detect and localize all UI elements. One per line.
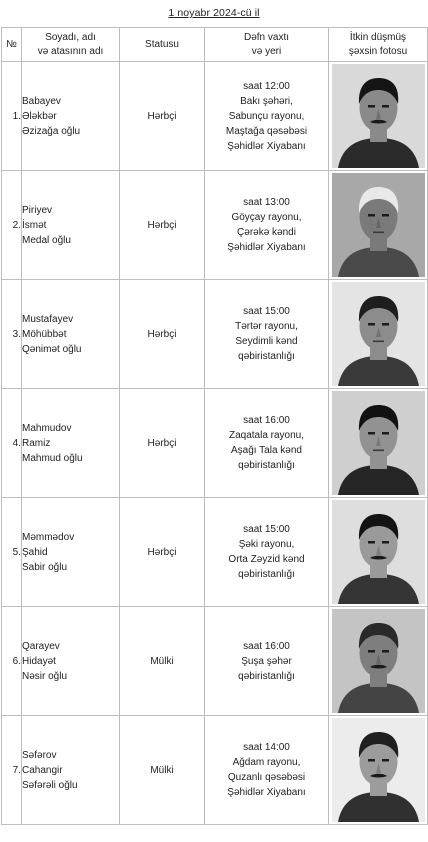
burial-place (205, 537, 328, 582)
header-burial: Dəfn vaxtı və yeri (205, 28, 329, 62)
photo-cell (329, 62, 428, 171)
photo-cell (329, 607, 428, 716)
burial-place-line: qəbiristanlığı (238, 670, 295, 682)
person-name (22, 62, 120, 171)
patronymic: Əzizağa oğlu (22, 125, 81, 137)
burial-place-line: Şəhidlər Xiyabanı (227, 242, 306, 253)
burial-place-line: Orta Zəyzid kənd (228, 554, 305, 565)
patronymic: Mahmud oğlu (22, 452, 83, 464)
burial-time: saat 16:00 (243, 640, 290, 652)
person-name (22, 716, 120, 825)
status: Hərbçi (120, 498, 205, 607)
surname: Babayev (22, 95, 61, 107)
table-row (2, 171, 428, 280)
first-name: Hidayət (22, 655, 56, 667)
burial-info (205, 498, 329, 607)
patronymic: Sabir oğlu (22, 561, 68, 573)
photo-cell (329, 280, 428, 389)
burial-place-line: Göyçay rayonu, (231, 212, 302, 223)
burial-info (205, 280, 329, 389)
table-row (2, 716, 428, 825)
table-row (2, 62, 428, 171)
header-status: Statusu (120, 28, 205, 62)
first-name: Şahid (22, 546, 48, 558)
status: Hərbçi (120, 280, 205, 389)
person-name (22, 280, 120, 389)
burial-info (205, 62, 329, 171)
burial-time: saat 14:00 (243, 742, 290, 753)
row-number: 6. (2, 607, 22, 716)
row-number: 7. (2, 716, 22, 825)
burial-place-line: Bakı şəhəri, (240, 95, 293, 107)
surname: Mahmudov (22, 422, 72, 434)
burial-info (205, 171, 329, 280)
burial-place-line: Seydimli kənd (235, 336, 298, 347)
first-name: Cahangir (22, 764, 63, 776)
header-name: Soyadı, adı və atasının adı (22, 28, 120, 62)
table-row (2, 389, 428, 498)
surname: Məmmədov (22, 531, 75, 543)
portrait-photo-icon (332, 718, 425, 822)
table-body (2, 62, 428, 825)
photo-cell (329, 716, 428, 825)
burial-place-line: Şuşa şəhər (241, 655, 292, 667)
status: Mülki (120, 607, 205, 716)
burial-place (205, 319, 328, 364)
patronymic: Qənimət oğlu (22, 343, 82, 355)
first-name: Ələkbər (22, 110, 57, 122)
status: Mülki (120, 716, 205, 825)
burial-place-line: Şəki rayonu, (238, 539, 295, 550)
status: Hərbçi (120, 62, 205, 171)
burial-place (205, 210, 328, 255)
burial-place-line: Tərtər rayonu, (235, 321, 298, 332)
burial-place-line: qəbiristanlığı (238, 460, 295, 471)
burial-info (205, 607, 329, 716)
surname: Piriyev (22, 204, 53, 216)
header-photo: İtkin düşmüş şəxsin fotosu (329, 28, 428, 62)
person-name (22, 171, 120, 280)
row-number: 1. (2, 62, 22, 171)
photo-cell (329, 389, 428, 498)
burial-place-line: Çərəkə kəndi (237, 227, 296, 238)
person-name (22, 498, 120, 607)
portrait-photo-icon (332, 64, 425, 168)
header-number: № (2, 28, 22, 62)
portrait-photo-icon (332, 500, 425, 604)
row-number: 5. (2, 498, 22, 607)
portrait-photo-icon (332, 282, 425, 386)
burial-info (205, 716, 329, 825)
burial-info (205, 389, 329, 498)
table-row (2, 498, 428, 607)
photo-cell (329, 171, 428, 280)
burial-time: saat 15:00 (243, 524, 290, 535)
burial-place-line: Zaqatala rayonu, (228, 430, 305, 441)
first-name: Ramiz (22, 437, 51, 449)
patronymic: Medal oğlu (22, 234, 71, 246)
burial-place-line: Ağdam rayonu, (232, 757, 301, 768)
portrait-photo-icon (332, 609, 425, 713)
table-header-row (2, 28, 428, 62)
first-name: İsmət (22, 219, 47, 231)
burial-place-line: Şəhidlər Xiyabanı (227, 140, 306, 152)
status: Hərbçi (120, 171, 205, 280)
burial-place-line: Quzanlı qəsəbəsi (227, 772, 306, 783)
missing-persons-table (1, 27, 428, 825)
burial-time: saat 15:00 (243, 306, 290, 317)
burial-place (205, 428, 328, 473)
patronymic: Səfərəli oğlu (22, 779, 78, 791)
surname: Mustafayev (22, 313, 74, 325)
date-heading: 1 noyabr 2024-cü il (168, 7, 260, 19)
table-row (2, 280, 428, 389)
first-name: Möhübbət (22, 328, 67, 340)
burial-place (205, 654, 328, 684)
surname: Qarayev (22, 640, 60, 652)
row-number: 4. (2, 389, 22, 498)
burial-time: saat 13:00 (243, 197, 290, 208)
person-name (22, 389, 120, 498)
person-name (22, 607, 120, 716)
surname: Səfərov (22, 749, 57, 761)
portrait-photo-icon (332, 391, 425, 495)
burial-place-line: qəbiristanlığı (238, 351, 295, 362)
status: Hərbçi (120, 389, 205, 498)
photo-cell (329, 498, 428, 607)
burial-place-line: Şəhidlər Xiyabanı (227, 787, 306, 798)
burial-time: saat 12:00 (243, 80, 290, 92)
burial-time: saat 16:00 (243, 415, 290, 426)
row-number: 2. (2, 171, 22, 280)
patronymic: Nəsir oğlu (22, 670, 68, 682)
burial-place-line: qəbiristanlığı (238, 569, 295, 580)
burial-place (205, 755, 328, 800)
burial-place-line: Aşağı Tala kənd (231, 445, 302, 456)
row-number: 3. (2, 280, 22, 389)
burial-place-line: Maştağa qəsəbəsi (225, 125, 308, 137)
portrait-photo-icon (332, 173, 425, 277)
burial-place-line: Sabunçu rayonu, (228, 110, 305, 122)
table-row (2, 607, 428, 716)
burial-place (205, 94, 328, 154)
